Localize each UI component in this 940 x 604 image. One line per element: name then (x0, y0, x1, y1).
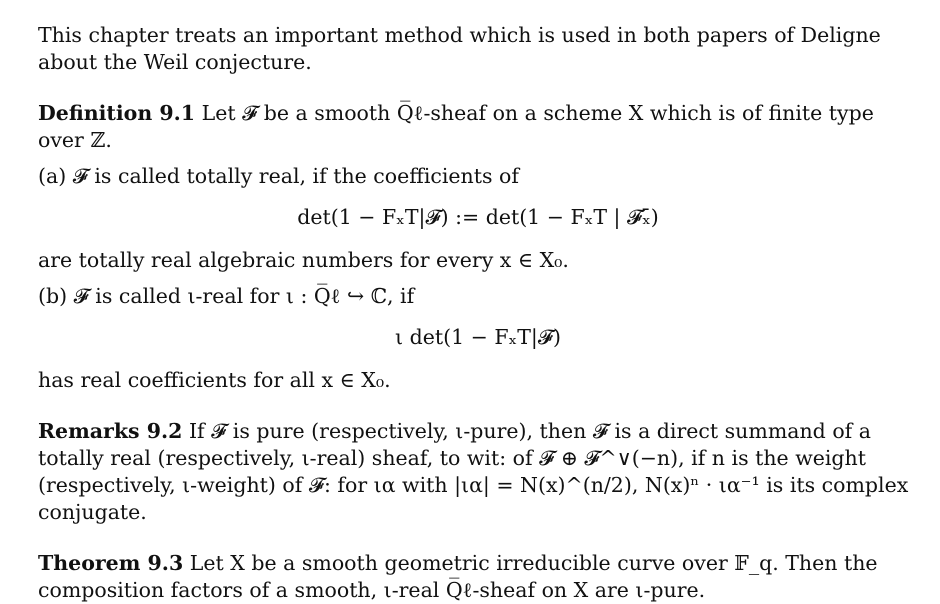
remarks-block (38, 418, 918, 526)
definition-block (38, 100, 918, 394)
definition-statement (38, 100, 918, 154)
theorem-block (38, 550, 918, 604)
formula-a: det(1 − FₓT|𝓕) := det(1 − FₓT | 𝓕ₓ̄) (297, 205, 659, 229)
theorem-text: Let X be a smooth geometric irreducible curve over 𝔽_q. Then the composition factors of a smooth, ι-real Q̅ℓ-sheaf on X are ι-pure. (38, 551, 878, 602)
definition-label: Definition 9.1 (38, 101, 196, 125)
definition-after-a: are totally real algebraic numbers for every x ∈ X₀. (38, 248, 569, 272)
paper-page (38, 22, 918, 604)
intro-paragraph: This chapter treats an important method which is used in both papers of Deligne about the Weil conjecture. (38, 23, 881, 74)
definition-part-b: (b) 𝓕 is called ι-real for ι : Q̅ℓ ↪ ℂ, if (38, 284, 415, 308)
formula-b: ι det(1 − FₓT|𝓕) (395, 325, 561, 349)
definition-part-a: (a) 𝓕 is called totally real, if the coefficients of (38, 164, 519, 188)
theorem-label: Theorem 9.3 (38, 551, 184, 575)
remarks-label: Remarks 9.2 (38, 419, 183, 443)
definition-text: Let 𝓕 be a smooth Q̅ℓ-sheaf on a scheme X which is of finite type over ℤ. (38, 101, 874, 152)
remarks-text: If 𝓕 is pure (respectively, ι-pure), then 𝓕 is a direct summand of a totally real (respectively, ι-real) sheaf, to wit: of 𝓕 ⊕ 𝓕^∨(−n), if n is the weight (respectively, ι-weight) of 𝓕: for ια with |ια| = N(x)^(n/2), N(x)ⁿ · ια⁻¹ is its complex conjugate. (38, 419, 909, 524)
definition-after-b: has real coefficients for all x ∈ X₀. (38, 368, 391, 392)
